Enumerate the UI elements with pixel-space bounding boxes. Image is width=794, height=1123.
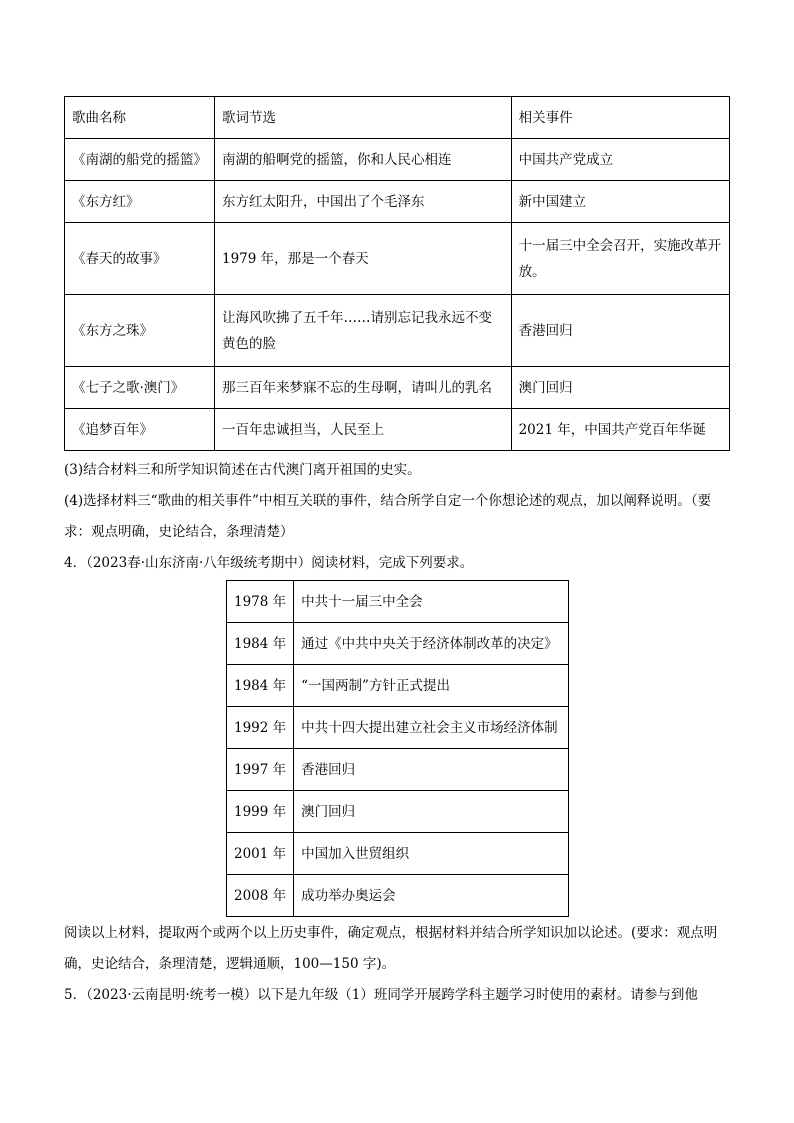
- year-cell: 1999 年: [227, 791, 294, 833]
- header-event: 相关事件: [511, 97, 729, 139]
- event-cell: 2021 年，中国共产党百年华诞: [511, 409, 729, 451]
- event-cell: 澳门回归: [294, 791, 569, 833]
- year-cell: 1984 年: [227, 665, 294, 707]
- events-table: [226, 580, 569, 917]
- year-cell: 1992 年: [227, 707, 294, 749]
- year-cell: 1997 年: [227, 749, 294, 791]
- year-cell: 2008 年: [227, 875, 294, 917]
- event-cell: “一国两制”方针正式提出: [294, 665, 569, 707]
- event-cell: 通过《中共中央关于经济体制改革的决定》: [294, 623, 569, 665]
- year-cell: 1978 年: [227, 581, 294, 623]
- table-row: [65, 139, 730, 181]
- table-row: [227, 623, 569, 665]
- event-cell: 新中国建立: [511, 181, 729, 223]
- song-name-cell: 《追梦百年》: [65, 409, 215, 451]
- table-row: [227, 581, 569, 623]
- table-row: [65, 295, 730, 367]
- song-name-cell: 《南湖的船党的摇篮》: [65, 139, 215, 181]
- event-cell: 中国共产党成立: [511, 139, 729, 181]
- table-row: [65, 367, 730, 409]
- event-cell: 香港回归: [294, 749, 569, 791]
- table-row: [227, 749, 569, 791]
- event-cell: 成功举办奥运会: [294, 875, 569, 917]
- event-cell: 香港回归: [511, 295, 729, 367]
- year-cell: 1984 年: [227, 623, 294, 665]
- songs-table: [64, 96, 730, 451]
- table-row: [227, 665, 569, 707]
- table-row: [65, 181, 730, 223]
- song-name-cell: 《东方之珠》: [65, 295, 215, 367]
- header-lyrics: 歌词节选: [215, 97, 512, 139]
- header-song-name: 歌曲名称: [65, 97, 215, 139]
- problem-4-task: 阅读以上材料，提取两个或两个以上历史事件，确定观点，根据材料并结合所学知识加以论述。(要求：观点明确，史论结合，条理清楚，逻辑通顺，100—150 字)。: [64, 925, 718, 972]
- event-cell: 中国加入世贸组织: [294, 833, 569, 875]
- table-header-row: [65, 97, 730, 139]
- table-row: [227, 707, 569, 749]
- lyrics-cell: 南湖的船啊党的摇篮，你和人民心相连: [215, 139, 512, 181]
- song-name-cell: 《东方红》: [65, 181, 215, 223]
- event-cell: 澳门回归: [511, 367, 729, 409]
- event-cell: 中共十一届三中全会: [294, 581, 569, 623]
- lyrics-cell: 一百年忠诚担当，人民至上: [215, 409, 512, 451]
- song-name-cell: 《七子之歌·澳门》: [65, 367, 215, 409]
- table-row: [65, 223, 730, 295]
- event-cell: 十一届三中全会召开，实施改革开放。: [511, 223, 729, 295]
- table-row: [227, 791, 569, 833]
- lyrics-cell: 让海风吹拂了五千年……请别忘记我永远不变黄色的脸: [215, 295, 512, 367]
- problem-4-intro: 4．（2023春·山东济南·八年级统考期中）阅读材料，完成下列要求。: [64, 555, 474, 571]
- lyrics-cell: 东方红太阳升，中国出了个毛泽东: [215, 181, 512, 223]
- problem-5-intro: 5．（2023·云南昆明·统考一模）以下是九年级（1）班同学开展跨学科主题学习时使用的素材。请参与到他: [64, 987, 698, 1003]
- question-4: (4)选择材料三“歌曲的相关事件”中相互关联的事件，结合所学自定一个你想论述的观点，加以阐释说明。（要求：观点明确，史论结合，条理清楚）: [64, 493, 712, 540]
- lyrics-cell: 1979 年，那是一个春天: [215, 223, 512, 295]
- table-row: [65, 409, 730, 451]
- lyrics-cell: 那三百年来梦寐不忘的生母啊，请叫儿的乳名: [215, 367, 512, 409]
- event-cell: 中共十四大提出建立社会主义市场经济体制: [294, 707, 569, 749]
- question-3: (3)结合材料三和所学知识简述在古代澳门离开祖国的史实。: [64, 462, 421, 478]
- table-row: [227, 875, 569, 917]
- table-row: [227, 833, 569, 875]
- year-cell: 2001 年: [227, 833, 294, 875]
- song-name-cell: 《春天的故事》: [65, 223, 215, 295]
